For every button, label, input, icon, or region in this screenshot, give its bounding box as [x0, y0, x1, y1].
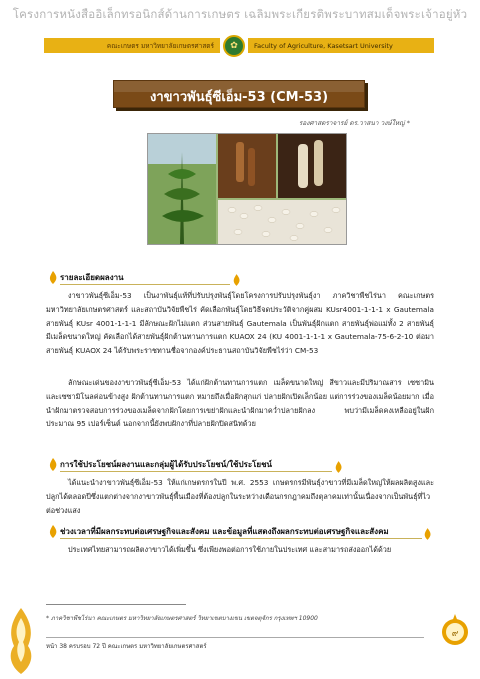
- footer-rule: [46, 637, 424, 638]
- section-heading-utilization: [48, 458, 272, 471]
- svg-text:๙: ๙: [451, 629, 459, 639]
- flame-icon: [232, 274, 241, 286]
- sesame-photo-collage: [147, 133, 347, 245]
- footnote: * ภาควิชาพืชไร่นา คณะเกษตร มหาวิทยาลัยเกษตรศาสตร์ วิทยาเขตบางเขน เขตจตุจักร กรุงเทพฯ 10900: [46, 615, 318, 622]
- faculty-thai-name: คณะเกษตร มหาวิทยาลัยเกษตรศาสตร์: [44, 38, 220, 53]
- flame-icon: [48, 525, 58, 538]
- flame-icon: [48, 271, 58, 284]
- faculty-bar: [44, 37, 434, 54]
- section-heading-details: [48, 271, 124, 284]
- thai-ornament-icon: [4, 606, 38, 676]
- paragraph: ประเทศไทยสามารถผลิตงาขาวได้เพิ่มขึ้น ซึ่งเพียงพอต่อการใช้ภายในประเทศ และสามารถส่งออกได้ด้วย: [68, 545, 392, 554]
- flame-icon: [48, 458, 58, 471]
- flame-icon: [334, 461, 343, 473]
- section-heading-text: รายละเอียดผลงาน: [60, 273, 124, 282]
- section-heading-text: ช่วงเวลาที่มีผลกระทบต่อเศรษฐกิจและสังคม และข้อมูลที่แสดงถึงผลกระทบต่อเศรษฐกิจและสังคม: [60, 527, 389, 536]
- footnote-rule: [46, 604, 186, 605]
- royal-emblem-icon: [440, 612, 470, 650]
- paragraph: ลักษณะเด่นของงาขาวพันธุ์ซีเอ็ม-53 ได้แก่ฝักต้านทานการแตก เมล็ดขนาดใหญ่ สีขาวและมีปริมาณสาร เซซามิน และเซซามิโนลค่อนข้างสูง ฝักต้านทานการแตก หมายถึงเมื่อฝักสุกแก่ ปลายฝักเปิดเล็กน้อย แต่การร่วงของเมล็ดน้อยมาก เมื่อนำฝักมาตรวจสอบการร่วงของเมล็ดจากฝักโดยการเขย่าฝักและนำฝักมาคว่ำปลายฝักลง พบว่ามีเมล็ดคงเหลืออยู่ในฝักประมาณ 95 เปอร์เซ็นต์ นอกจากนี้ยังพบฝักงาที่ปลายฝักปิดสนิทด้วย: [46, 378, 434, 429]
- title-banner: [113, 80, 365, 108]
- page-title: งาขาวพันธุ์ซีเอ็ม-53 (CM-53): [149, 90, 329, 105]
- flame-icon: [423, 528, 432, 540]
- page-footer: หน้า 38 ครบรอบ 72 ปี คณะเกษตร มหาวิทยาลัยเกษตรศาสตร์: [46, 643, 207, 650]
- faculty-english-name: Faculty of Agriculture, Kasetsart University: [248, 38, 434, 53]
- paragraph: ได้แนะนำงาขาวพันธุ์ซีเอ็ม-53 ให้แก่เกษตรกรในปี พ.ศ. 2553 เกษตรกรมีพันธุ์งาขาวที่มีเมล็ดใหญ่ให้ผลผลิตสูงและปลูกได้ตลอดปีซึ่งแตกต่างจากงาขาวพันธุ์พื้นเมืองที่ต้องปลูกในระหว่างเดือนกรกฎาคมถึงตุลาคมเท่านั้นเนื่องจากเป็นพันธุ์ที่ไวต่อช่วงแสง: [46, 478, 434, 515]
- author-byline: รองศาสตราจารย์ ดร.วาสนา วงษ์ใหญ่ *: [298, 119, 410, 127]
- paragraph: งาขาวพันธุ์ซีเอ็ม-53 เป็นงาพันธุ์แท้ที่ปรับปรุงพันธุ์โดยโครงการปรับปรุงพันธุ์งา ภาควิชาพืชไร่นา คณะเกษตร มหาวิทยาลัยเกษตรศาสตร์ และสถาบันวิจัยพืชไร่ คัดเลือกพันธุ์โดยวิธีจดประวัติจากคู่ผสม KUsr4001-1-1-1 x Gautemala สายพันธุ์ KUsr 4001-1-1-1 มีลักษณะฝักไม่แตก ส่วนสายพันธุ์ Gautemala เป็นพันธุ์ฝักแตก สายพันธุ์พ่อแม่ทั้ง 2 สายพันธุ์ มีเมล็ดขนาดใหญ่ คัดเลือกได้สายพันธุ์ฝักต้านทานการแตก KUAOX 24 (KU 4001-1-1-1 x Gautemala-75-6-2-10 ต่อมาสายพันธุ์ KUAOX 24 ได้รับพระราชทานชื่อจากองค์ประธานสถาบันวิจัยพืชไร่ว่า CM-53: [46, 291, 434, 356]
- faculty-logo-icon: ✿: [223, 35, 245, 57]
- running-header: โครงการหนังสืออิเล็กทรอนิกส์ด้านการเกษตร เฉลิมพระเกียรติพระบาทสมเด็จพระเจ้าอยู่หัว: [12, 7, 468, 21]
- section-heading-text: การใช้ประโยชน์ผลงานและกลุ่มผู้ได้รับประโยชน์/ใช้ประโยชน์: [60, 460, 273, 469]
- section-heading-impact: [48, 525, 389, 538]
